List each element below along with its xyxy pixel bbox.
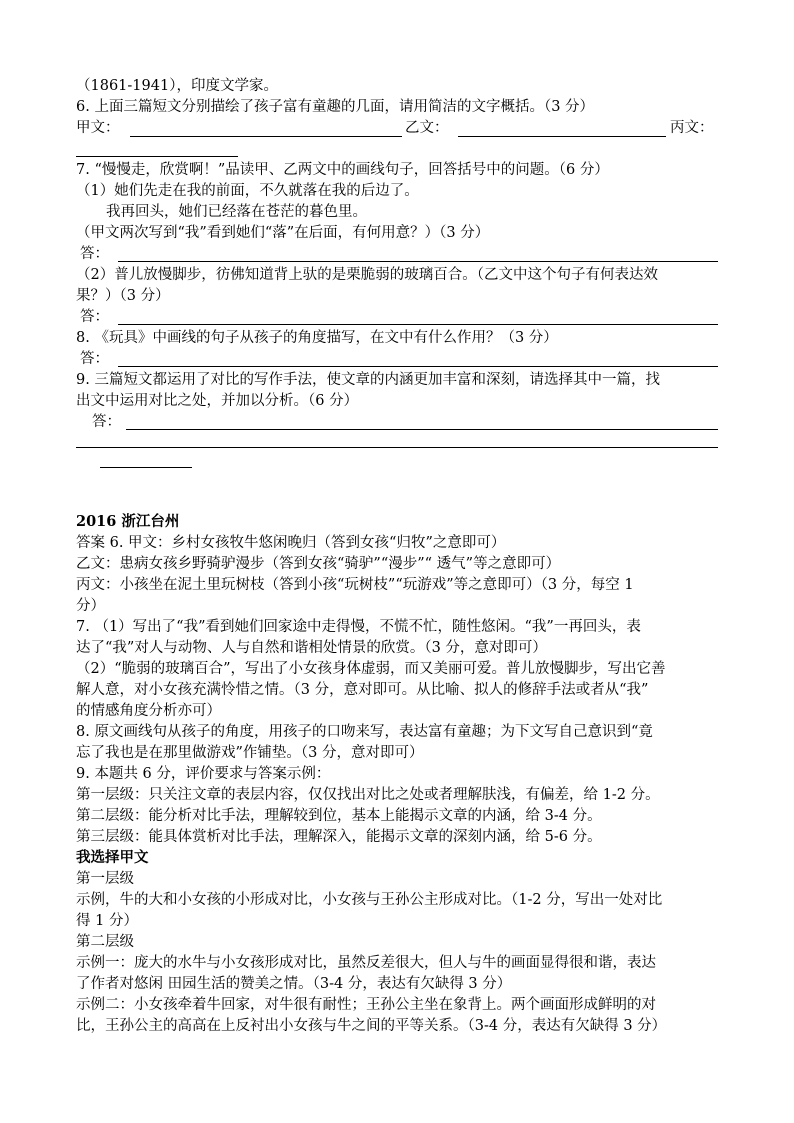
answer-line (118, 366, 718, 367)
example-3a: 示例二：小女孩牵着牛回家，对牛很有耐性；王孙公主坐在象背上。两个画面形成鲜明的对 (76, 997, 656, 1013)
source-heading: 2016 浙江台州 (76, 513, 180, 530)
answer-9d: 第三层级：能具体赏析对比手法，理解深入，能揭示文章的深刻内涵，给 5-6 分。 (76, 829, 602, 845)
answer-7e: 的情感角度分析亦可） (76, 703, 221, 719)
q7-1-sentence-2: 我再回头，她们已经落在苍茫的暮色里。 (106, 204, 367, 220)
level-1-label: 第一层级 (76, 871, 134, 887)
answer-line (100, 467, 192, 468)
q6-label-c: 丙文： (670, 120, 714, 136)
example-2b: 了作者对悠闲 田园生活的赞美之情。（3-4 分，表达有欠缺得 3 分） (76, 976, 512, 992)
answer-8a: 8. 原文画线句从孩子的角度，用孩子的口吻来写，表达富有童趣；为下文写自己意识到“竟 (76, 724, 653, 740)
answer-line (458, 136, 666, 137)
example-1a: 示例，牛的大和小女孩的小形成对比，小女孩与王孙公主形成对比。（1-2 分，写出一处对比 (76, 892, 663, 908)
answer-line (126, 429, 718, 430)
question-9-cont: 出文中运用对比之处，并加以分析。（6 分） (76, 393, 359, 409)
answer-line (76, 156, 238, 157)
answer-9c: 第二层级：能分析对比手法，理解较到位，基本上能揭示文章的内涵，给 3-4 分。 (76, 808, 602, 824)
answer-line (130, 136, 402, 137)
answer-7d: 解人意，对小女孩充满怜惜之情。（3 分，意对即可。从比喻、拟人的修辞手法或者从“我” (76, 682, 649, 698)
q7-1-question: （甲文两次写到“我”看到她们“落”在后面，有何用意？）（3 分） (76, 225, 490, 241)
answer-7b: 达了“我”对人与动物、人与自然和谐相处情景的欣赏。（3 分，意对即可） (76, 640, 547, 656)
q7-2-question: 果？）（3 分） (76, 288, 170, 304)
answer-label: 答： (92, 414, 121, 430)
q6-label-a: 甲文： (76, 120, 120, 136)
answer-6b: 乙文：患病女孩乡野骑驴漫步（答到女孩“骑驴”“漫步”“ 透气”等之意即可） (76, 556, 561, 572)
answer-6d: 分） (76, 598, 105, 614)
answer-line (118, 324, 718, 325)
q7-1-sentence: （1）她们先走在我的前面，不久就落在我的后边了。 (76, 183, 419, 199)
question-9: 9. 三篇短文都运用了对比的写作手法，使文章的内涵更加丰富和深刻，请选择其中一篇，找 (76, 372, 660, 388)
example-2a: 示例一：庞大的水牛与小女孩形成对比，虽然反差很大，但人与牛的画面显得很和谐，表达 (76, 955, 656, 971)
level-2-label: 第二层级 (76, 934, 134, 950)
question-6: 6. 上面三篇短文分别描绘了孩子富有童趣的几面，请用简洁的文字概括。（3 分） (76, 99, 595, 115)
answer-label: 答： (80, 351, 109, 367)
answer-9b: 第一层级：只关注文章的表层内容，仅仅找出对比之处或者理解肤浅，有偏差，给 1-2 分。 (76, 787, 660, 803)
answer-7a: 7. （1）写出了“我”看到她们回家途中走得慢，不慌不忙，随性悠闲。“我”一再回头，表 (76, 619, 641, 635)
answer-9a: 9. 本题共 6 分，评价要求与答案示例： (76, 766, 331, 782)
q7-2-sentence: （2）普儿放慢脚步，彷佛知道背上驮的是栗脆弱的玻璃百合。（乙文中这个句子有何表达效 (76, 267, 658, 283)
choice-heading: 我选择甲文 (76, 849, 149, 866)
q6-label-b: 乙文： (405, 120, 449, 136)
answer-8b: 忘了我也是在那里做游戏”作铺垫。（3 分，意对即可） (76, 745, 424, 761)
question-7: 7. “慢慢走，欣赏啊！”品读甲、乙两文中的画线句子，回答括号中的问题。（6 分） (76, 162, 609, 178)
example-3b: 比，王孙公主的高高在上反衬出小女孩与牛之间的平等关系。（3-4 分，表达有欠缺得 3 分） (76, 1018, 667, 1034)
answer-6a: 答案 6. 甲文：乡村女孩牧牛悠闲晚归（答到女孩“归牧”之意即可） (76, 535, 506, 551)
answer-line (76, 447, 718, 448)
example-1b: 得 1 分） (76, 913, 138, 929)
question-8: 8. 《玩具》中画线的句子从孩子的角度描写，在文中有什么作用？（3 分） (76, 330, 558, 346)
answer-line (118, 261, 718, 262)
answer-label: 答： (80, 309, 109, 325)
answer-6c: 丙文：小孩坐在泥土里玩树枝（答到小孩“玩树枝”“玩游戏”等之意即可）（3 分，每空 1 (76, 577, 634, 593)
author-note: （1861-1941），印度文学家。 (76, 78, 278, 94)
answer-label: 答： (80, 246, 109, 262)
answer-7c: （2）“脆弱的玻璃百合”，写出了小女孩身体虚弱，而又美丽可爱。普儿放慢脚步，写出它善 (76, 661, 666, 677)
